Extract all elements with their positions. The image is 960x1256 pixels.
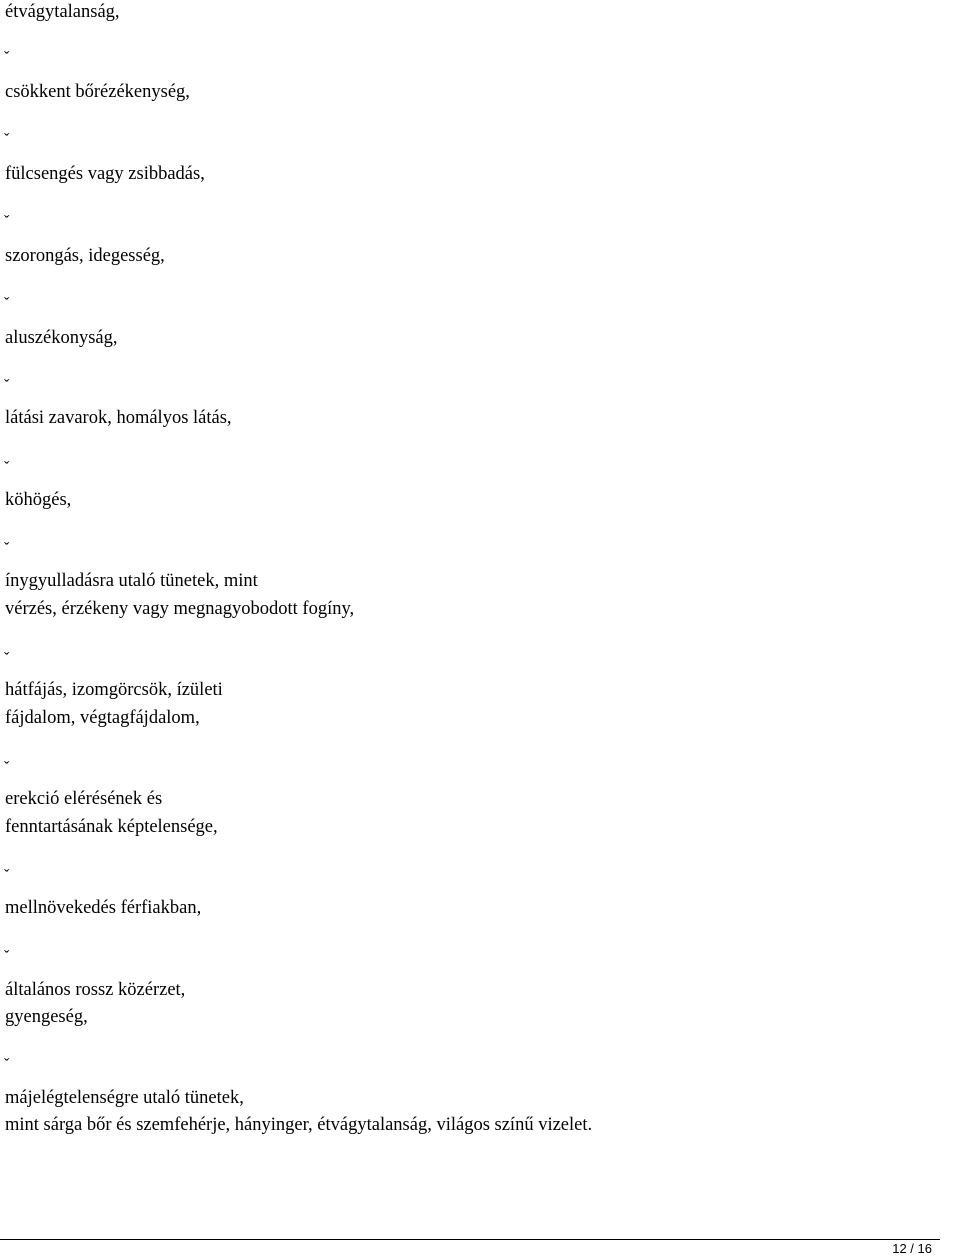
list-marker: ˇ xyxy=(4,459,10,476)
list-marker: ˇ xyxy=(4,867,10,884)
list-item-text: csökkent bőrézékenység, xyxy=(5,82,190,102)
list-marker: ˇ xyxy=(4,377,10,394)
list-item-text: májelégtelenségre utaló tünetek, xyxy=(5,1088,244,1108)
list-marker: ˇ xyxy=(4,1056,10,1073)
list-item-text: aluszékonyság, xyxy=(5,328,118,348)
list-marker: ˇ xyxy=(4,295,10,312)
list-item-text: erekció elérésének és xyxy=(5,789,163,809)
list-item-text: hátfájás, izomgörcsök, ízületi xyxy=(5,680,223,700)
list-item-text: látási zavarok, homályos látás, xyxy=(5,408,232,428)
list-marker: ˇ xyxy=(4,650,10,667)
list-item-text: ínygyulladásra utaló tünetek, mint xyxy=(5,571,258,591)
list-item-text: fenntartásának képtelensége, xyxy=(5,817,218,837)
list-marker: ˇ xyxy=(4,213,10,230)
list-item-text: szorongás, idegesség, xyxy=(5,246,165,266)
list-marker: ˇ xyxy=(4,131,10,148)
footer-divider xyxy=(0,1239,940,1240)
list-item-text: gyengeség, xyxy=(5,1007,88,1027)
list-item-text: általános rossz közérzet, xyxy=(5,980,186,1000)
list-item-text: mellnövekedés férfiakban, xyxy=(5,898,202,918)
list-item-text: fülcsengés vagy zsibbadás, xyxy=(5,164,205,184)
list-item-text: köhögés, xyxy=(5,490,72,510)
list-marker: ˇ xyxy=(4,948,10,965)
list-item-text: vérzés, érzékeny vagy megnagyobodott fogíny, xyxy=(5,599,355,619)
list-marker: ˇ xyxy=(4,759,10,776)
list-item-text: étvágytalanság, xyxy=(5,2,120,22)
list-item-text: fájdalom, végtagfájdalom, xyxy=(5,708,200,728)
page-number: 12 / 16 xyxy=(892,1241,932,1256)
list-marker: ˇ xyxy=(4,540,10,557)
list-item-text: mint sárga bőr és szemfehérje, hányinger, étvágytalanság, világos színű vizelet. xyxy=(5,1115,593,1135)
list-marker: ˇ xyxy=(4,49,10,66)
